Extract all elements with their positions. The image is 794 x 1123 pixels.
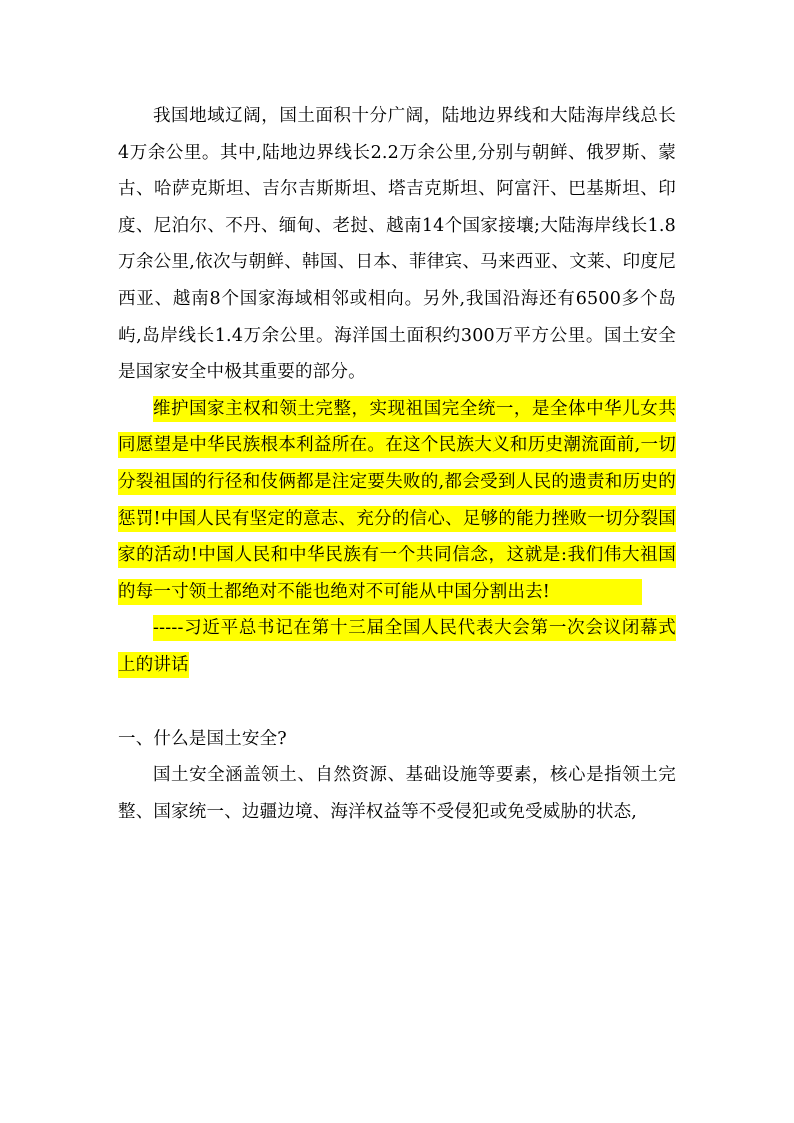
quote-highlight-tail — [550, 579, 642, 605]
section-paragraph-text: 国土安全涵盖领土、自然资源、基础设施等要素，核心是指领土完整、国家统一、边疆边境、海洋权益等不受侵犯或免受威胁的状态, — [118, 765, 676, 822]
section-paragraph — [118, 757, 676, 830]
document-page — [118, 98, 676, 830]
intro-paragraph — [118, 98, 676, 391]
highlighted-quote — [118, 391, 676, 611]
intro-paragraph-text: 我国地域辽阔，国土面积十分广阔，陆地边界线和大陆海岸线总长4万余公里。其中,陆地边界线长2.2万余公里,分别与朝鲜、俄罗斯、蒙古、哈萨克斯坦、吉尔吉斯斯坦、塔吉克斯坦、阿富汗、巴基斯坦、印度、尼泊尔、不丹、缅甸、老挝、越南14个国家接壤;大陆海岸线长1.8万余公里,依次与朝鲜、韩国、日本、菲律宾、马来西亚、文莱、印度尼西亚、越南8个国家海域相邻或相向。另外,我国沿海还有6500多个岛屿,岛岸线长1.4万余公里。海洋国土面积约300万平方公里。国土安全是国家安全中极其重要的部分。 — [118, 106, 676, 383]
blank-line — [118, 684, 676, 721]
quote-attribution — [118, 610, 676, 683]
section-heading: 一、什么是国土安全? — [118, 728, 287, 749]
quote-text: 维护国家主权和领土完整，实现祖国完全统一，是全体中华儿女共同愿望是中华民族根本利益所在。在这个民族大义和历史潮流面前,一切分裂祖国的行径和伎俩都是注定要失败的,都会受到人民的遗责和历史的惩罚!中国人民有坚定的意志、充分的信心、足够的能力挫败一切分裂国家的活动!中国人民和中华民族有一个共同信念，这就是:我们伟大祖国的每一寸领土都绝对不能也绝对不可能从中国分割出去! — [118, 396, 676, 605]
attribution-text: -----习近平总书记在第十三届全国人民代表大会第一次会议闭幕式上的讲话 — [118, 615, 676, 678]
